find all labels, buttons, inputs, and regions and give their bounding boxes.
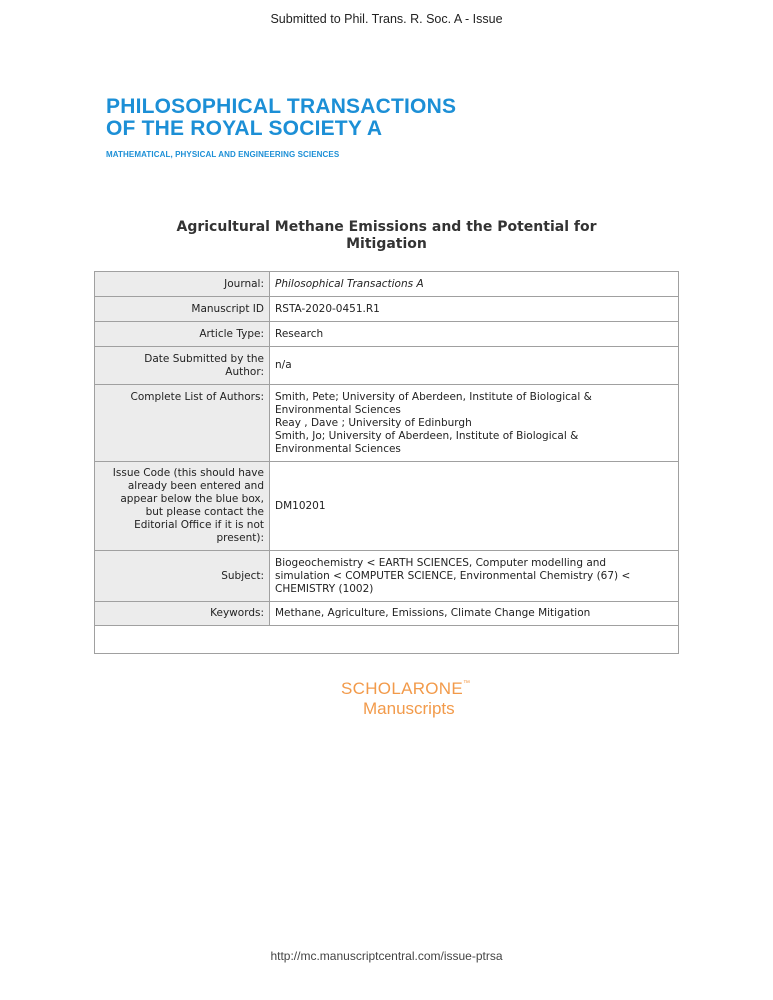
keywords-value: Methane, Agriculture, Emissions, Climate Change Mitigation	[270, 602, 679, 626]
subject-line: Biogeochemistry < EARTH SCIENCES, Computer modelling and	[275, 556, 607, 569]
row-issue-code	[95, 462, 679, 551]
authors-label: Complete List of Authors:	[95, 385, 270, 462]
scholarone-manuscripts: Manuscripts	[363, 699, 455, 718]
author-line: Environmental Sciences	[275, 404, 401, 416]
issue-code-label	[95, 462, 270, 551]
scholarone-name: SCHOLARONE	[341, 679, 464, 698]
manuscript-id-label: Manuscript ID	[95, 297, 270, 322]
authors-value	[270, 385, 679, 462]
empty-cell	[95, 626, 679, 654]
date-submitted-label-line-1: Date Submitted by the	[144, 352, 264, 365]
footer-url: http://mc.manuscriptcentral.com/issue-ptrsa	[270, 949, 503, 963]
issue-code-label-line: but please contact the	[145, 506, 264, 518]
author-line: Smith, Pete; University of Aberdeen, Institute of Biological &	[275, 391, 592, 403]
author-line: Environmental Sciences	[275, 443, 401, 455]
row-keywords	[95, 602, 679, 626]
row-date-submitted	[95, 347, 679, 385]
manuscript-metadata-table	[94, 271, 679, 654]
title-line-2: Mitigation	[346, 236, 427, 252]
journal-label: Journal:	[95, 272, 270, 297]
row-manuscript-id	[95, 297, 679, 322]
trademark-symbol: ™	[463, 680, 471, 687]
keywords-label: Keywords:	[95, 602, 270, 626]
journal-value: Philosophical Transactions A	[270, 272, 679, 297]
article-type-value: Research	[270, 322, 679, 347]
subject-line: simulation < COMPUTER SCIENCE, Environmental Chemistry (67) <	[275, 569, 631, 582]
date-submitted-label-line-2: Author:	[225, 365, 264, 378]
issue-code-label-line: Editorial Office if it is not	[134, 519, 264, 531]
subject-value	[270, 551, 679, 602]
issue-code-label-line: present):	[216, 532, 264, 544]
author-line: Smith, Jo; University of Aberdeen, Institute of Biological &	[275, 430, 579, 442]
issue-code-label-line: already been entered and	[127, 480, 264, 492]
journal-logo	[106, 96, 456, 159]
logo-subtitle: MATHEMATICAL, PHYSICAL AND ENGINEERING SCIENCES	[106, 150, 340, 159]
issue-code-value: DM10201	[270, 462, 679, 551]
subject-line: CHEMISTRY (1002)	[275, 582, 374, 595]
row-authors	[95, 385, 679, 462]
row-article-type	[95, 322, 679, 347]
issue-code-label-line: Issue Code (this should have	[112, 467, 264, 479]
article-type-label: Article Type:	[95, 322, 270, 347]
date-submitted-label	[95, 347, 270, 385]
paper-title	[150, 219, 623, 253]
author-line: Reay , Dave ; University of Edinburgh	[275, 417, 472, 429]
subject-label: Subject:	[95, 551, 270, 602]
logo-line-1: PHILOSOPHICAL TRANSACTIONS	[106, 95, 457, 118]
scholarone-wordmark	[341, 679, 470, 699]
title-line-1: Agricultural Methane Emissions and the Potential for	[176, 219, 597, 235]
scholarone-logo	[341, 679, 470, 719]
logo-line-2: OF THE ROYAL SOCIETY A	[106, 117, 383, 140]
manuscript-id-value: RSTA-2020-0451.R1	[270, 297, 679, 322]
date-submitted-value: n/a	[270, 347, 679, 385]
row-subject	[95, 551, 679, 602]
row-empty	[95, 626, 679, 654]
running-header: Submitted to Phil. Trans. R. Soc. A - Issue	[270, 12, 503, 26]
row-journal	[95, 272, 679, 297]
issue-code-label-line: appear below the blue box,	[120, 493, 264, 505]
